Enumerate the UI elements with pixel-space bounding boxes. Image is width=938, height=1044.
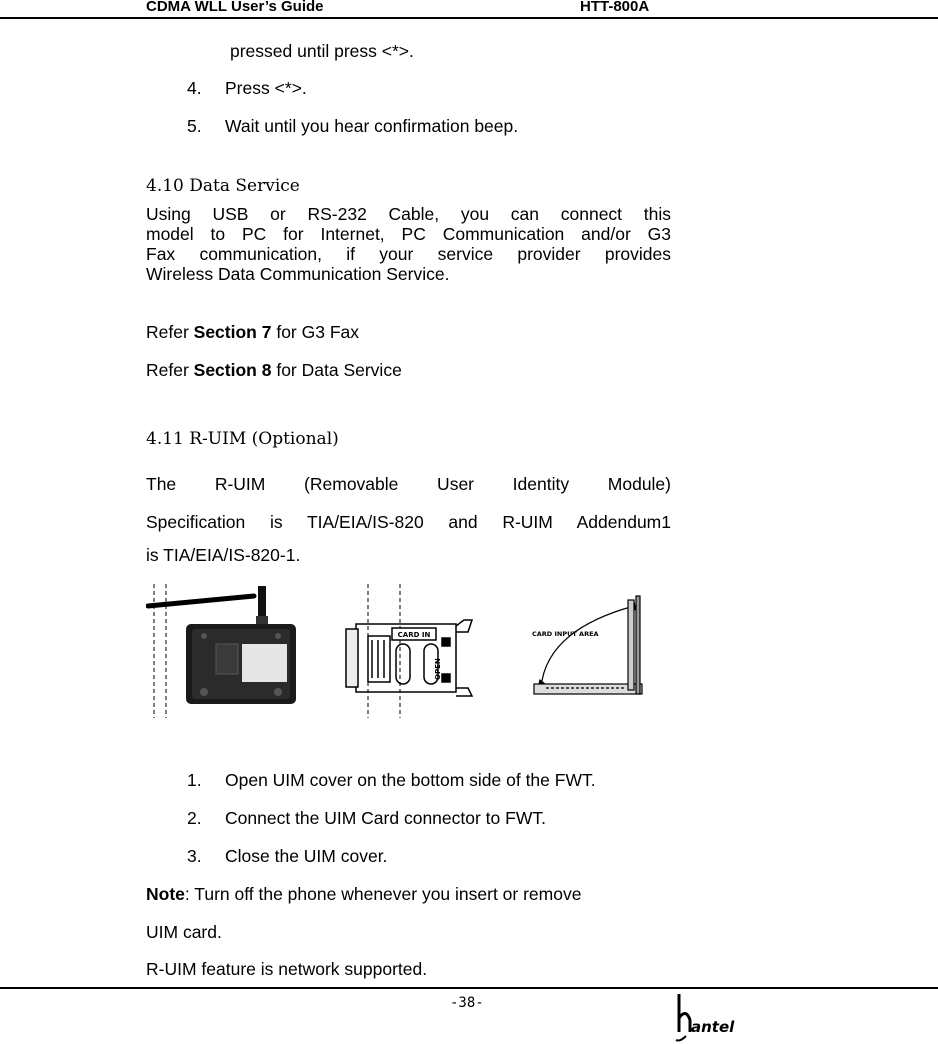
hantel-logo: [674, 992, 746, 1044]
refer-suffix: for G3 Fax: [271, 322, 359, 342]
body-line: is TIA/EIA/IS-820-1.: [146, 545, 301, 565]
section-heading-r-uim: 4.11 R-UIM (Optional): [146, 429, 339, 449]
step-number: 3.: [187, 846, 202, 866]
page-number: -38-: [450, 995, 484, 1011]
refer-section-link: Section 7: [193, 322, 272, 342]
step-text: Wait until you hear confirmation beep.: [225, 116, 519, 136]
section-heading-data-service: 4.10 Data Service: [146, 176, 300, 196]
refer-section-8: [146, 360, 402, 381]
step-text: Close the UIM cover.: [225, 846, 388, 866]
body-line: Using USB or RS-232 Cable, you can connect this: [146, 204, 671, 224]
refer-suffix: for Data Service: [271, 360, 402, 380]
body-line: Fax communication, if your service provider provides: [146, 244, 671, 264]
body-line: model to PC for Internet, PC Communication and/or G3: [146, 224, 671, 244]
step-text: Open UIM cover on the bottom side of the FWT.: [225, 770, 596, 790]
refer-prefix: Refer: [146, 322, 194, 342]
continued-line: pressed until press <*>.: [230, 41, 414, 61]
header-model: HTT-800A: [580, 0, 650, 15]
open-label: OPEN: [434, 658, 442, 680]
note-continuation: UIM card.: [146, 922, 222, 942]
step-number: 2.: [187, 808, 202, 828]
header-rule: [0, 17, 938, 19]
refer-section-link: Section 8: [193, 360, 272, 380]
step-text: Press <*>.: [225, 78, 307, 98]
note-label: Note: [146, 884, 185, 904]
step-number: 5.: [187, 116, 202, 136]
header-guide-title: CDMA WLL User’s Guide: [146, 0, 324, 15]
body-line: The R-UIM (Removable User Identity Module): [146, 474, 671, 494]
footer-rule: [0, 987, 938, 989]
step-number: 4.: [187, 78, 202, 98]
logo-wordmark: antel: [691, 1018, 735, 1036]
body-line: Wireless Data Communication Service.: [146, 264, 450, 284]
note-line: [146, 884, 581, 905]
uim-installation-figure: [146, 584, 646, 718]
refer-prefix: Refer: [146, 360, 194, 380]
step-text: Connect the UIM Card connector to FWT.: [225, 808, 546, 828]
refer-section-7: [146, 322, 359, 343]
network-support-line: R-UIM feature is network supported.: [146, 959, 428, 979]
fwt-device-icon: [148, 586, 296, 704]
note-text: : Turn off the phone whenever you insert or remove: [184, 884, 582, 904]
card-input-area-label: CARD INPUT AREA: [532, 630, 599, 638]
step-number: 1.: [187, 770, 202, 790]
card-input-area-icon: [534, 596, 642, 694]
body-line: Specification is TIA/EIA/IS-820 and R-UIM Addendum1: [146, 512, 671, 532]
card-in-label: CARD IN: [397, 631, 431, 639]
